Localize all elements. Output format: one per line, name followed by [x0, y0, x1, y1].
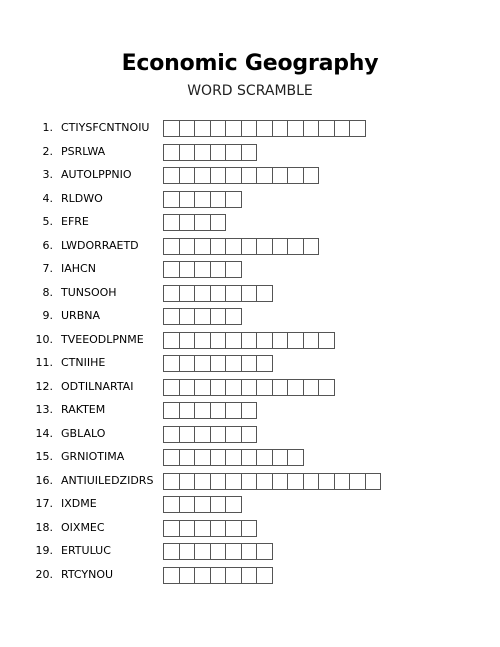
answer-letter-box[interactable]: [179, 520, 196, 537]
answer-letter-box[interactable]: [163, 355, 180, 372]
answer-letter-box[interactable]: [225, 332, 242, 349]
answer-letter-box[interactable]: [272, 332, 289, 349]
answer-boxes: [163, 473, 380, 489]
answer-letter-box[interactable]: [210, 520, 227, 537]
scramble-row: [0, 424, 500, 448]
answer-letter-box[interactable]: [163, 567, 180, 584]
answer-letter-box[interactable]: [287, 238, 304, 255]
answer-letter-box[interactable]: [179, 355, 196, 372]
answer-letter-box[interactable]: [241, 520, 258, 537]
answer-letter-box[interactable]: [163, 308, 180, 325]
answer-letter-box[interactable]: [318, 379, 335, 396]
item-number: 1.: [42, 121, 53, 134]
item-number: 2.: [42, 144, 53, 158]
answer-letter-box[interactable]: [256, 285, 273, 302]
answer-letter-box[interactable]: [225, 238, 242, 255]
scrambled-word: RTCYNOU: [61, 567, 114, 581]
answer-letter-box[interactable]: [194, 191, 211, 208]
answer-letter-box[interactable]: [241, 426, 258, 443]
answer-letter-box[interactable]: [225, 496, 242, 513]
answer-letter-box[interactable]: [287, 332, 304, 349]
answer-letter-box[interactable]: [163, 426, 180, 443]
answer-letter-box[interactable]: [194, 520, 211, 537]
answer-letter-box[interactable]: [179, 543, 196, 560]
item-number: 20.: [35, 567, 53, 581]
answer-letter-box[interactable]: [241, 355, 258, 372]
answer-letter-box[interactable]: [210, 402, 227, 419]
answer-letter-box[interactable]: [241, 567, 258, 584]
answer-letter-box[interactable]: [194, 308, 211, 325]
page-subtitle: WORD SCRAMBLE: [187, 83, 313, 99]
answer-letter-box[interactable]: [225, 567, 242, 584]
answer-letter-box[interactable]: [194, 449, 211, 466]
scrambled-word: TUNSOOH: [61, 285, 117, 299]
answer-letter-box[interactable]: [194, 355, 211, 372]
answer-letter-box[interactable]: [303, 238, 320, 255]
answer-letter-box[interactable]: [163, 473, 180, 490]
answer-letter-box[interactable]: [303, 379, 320, 396]
answer-boxes: [163, 496, 241, 512]
answer-letter-box[interactable]: [303, 473, 320, 490]
answer-boxes: [163, 332, 334, 348]
item-number: 17.: [35, 497, 53, 510]
answer-letter-box[interactable]: [318, 473, 335, 490]
answer-boxes: [163, 238, 318, 254]
item-number: 6.: [42, 238, 53, 252]
scramble-row: [0, 518, 500, 542]
answer-letter-box[interactable]: [179, 285, 196, 302]
answer-letter-box[interactable]: [349, 473, 366, 490]
answer-boxes: [163, 285, 272, 301]
scrambled-word: CTNIIHE: [61, 356, 106, 369]
scrambled-word: EFRE: [61, 215, 89, 228]
answer-letter-box[interactable]: [210, 191, 227, 208]
scramble-row: [0, 330, 500, 354]
answer-boxes: [163, 402, 256, 418]
answer-letter-box[interactable]: [210, 355, 227, 372]
answer-letter-box[interactable]: [225, 520, 242, 537]
answer-letter-box[interactable]: [163, 449, 180, 466]
answer-letter-box[interactable]: [163, 238, 180, 255]
answer-letter-box[interactable]: [179, 167, 196, 184]
item-number: 14.: [35, 426, 53, 440]
scrambled-word: LWDORRAETD: [61, 238, 139, 252]
answer-letter-box[interactable]: [256, 473, 273, 490]
answer-boxes: [163, 308, 241, 324]
answer-letter-box[interactable]: [179, 379, 196, 396]
answer-letter-box[interactable]: [194, 473, 211, 490]
answer-letter-box[interactable]: [303, 332, 320, 349]
answer-letter-box[interactable]: [163, 144, 180, 161]
answer-boxes: [163, 449, 303, 465]
answer-letter-box[interactable]: [210, 238, 227, 255]
answer-letter-box[interactable]: [163, 167, 180, 184]
answer-letter-box[interactable]: [334, 120, 351, 137]
answer-letter-box[interactable]: [194, 379, 211, 396]
answer-letter-box[interactable]: [194, 426, 211, 443]
answer-letter-box[interactable]: [179, 402, 196, 419]
answer-letter-box[interactable]: [225, 449, 242, 466]
item-number: 13.: [35, 403, 53, 416]
answer-letter-box[interactable]: [318, 120, 335, 137]
answer-letter-box[interactable]: [241, 285, 258, 302]
answer-letter-box[interactable]: [179, 191, 196, 208]
answer-letter-box[interactable]: [210, 449, 227, 466]
answer-letter-box[interactable]: [179, 308, 196, 325]
answer-letter-box[interactable]: [241, 543, 258, 560]
answer-letter-box[interactable]: [163, 379, 180, 396]
answer-letter-box[interactable]: [179, 120, 196, 137]
answer-letter-box[interactable]: [194, 543, 211, 560]
answer-letter-box[interactable]: [179, 567, 196, 584]
answer-letter-box[interactable]: [365, 473, 382, 490]
answer-letter-box[interactable]: [163, 261, 180, 278]
scramble-row: [0, 236, 500, 260]
answer-letter-box[interactable]: [179, 449, 196, 466]
answer-letter-box[interactable]: [256, 120, 273, 137]
answer-letter-box[interactable]: [256, 379, 273, 396]
answer-letter-box[interactable]: [163, 120, 180, 137]
item-number: 9.: [42, 309, 53, 322]
answer-letter-box[interactable]: [163, 496, 180, 513]
answer-letter-box[interactable]: [225, 426, 242, 443]
answer-letter-box[interactable]: [225, 120, 242, 137]
scramble-row: [0, 471, 500, 495]
answer-letter-box[interactable]: [194, 285, 211, 302]
answer-letter-box[interactable]: [256, 167, 273, 184]
answer-letter-box[interactable]: [225, 402, 242, 419]
answer-letter-box[interactable]: [287, 449, 304, 466]
answer-letter-box[interactable]: [272, 238, 289, 255]
item-number: 5.: [42, 215, 53, 228]
scrambled-word: TVEEODLPNME: [61, 332, 144, 346]
item-number: 4.: [42, 191, 53, 205]
answer-letter-box[interactable]: [194, 214, 211, 231]
answer-letter-box[interactable]: [241, 332, 258, 349]
scrambled-word: CTIYSFCNTNOIU: [61, 121, 150, 134]
item-number: 19.: [35, 544, 53, 557]
answer-letter-box[interactable]: [194, 402, 211, 419]
answer-letter-box[interactable]: [194, 167, 211, 184]
answer-letter-box[interactable]: [163, 214, 180, 231]
answer-letter-box[interactable]: [225, 191, 242, 208]
answer-letter-box[interactable]: [241, 120, 258, 137]
answer-letter-box[interactable]: [225, 261, 242, 278]
answer-letter-box[interactable]: [225, 308, 242, 325]
answer-letter-box[interactable]: [349, 120, 366, 137]
answer-letter-box[interactable]: [194, 332, 211, 349]
answer-letter-box[interactable]: [210, 543, 227, 560]
answer-letter-box[interactable]: [194, 238, 211, 255]
answer-letter-box[interactable]: [241, 144, 258, 161]
answer-boxes: [163, 261, 241, 277]
answer-letter-box[interactable]: [179, 496, 196, 513]
answer-boxes: [163, 167, 318, 183]
scrambled-word: ODTILNARTAI: [61, 379, 134, 393]
scramble-row: [0, 212, 500, 236]
scramble-row: [0, 494, 500, 518]
scramble-row: [0, 400, 500, 424]
answer-letter-box[interactable]: [256, 449, 273, 466]
answer-letter-box[interactable]: [194, 496, 211, 513]
answer-letter-box[interactable]: [225, 379, 242, 396]
answer-letter-box[interactable]: [287, 473, 304, 490]
answer-letter-box[interactable]: [256, 543, 273, 560]
answer-letter-box[interactable]: [163, 191, 180, 208]
answer-boxes: [163, 144, 256, 160]
answer-letter-box[interactable]: [210, 473, 227, 490]
answer-letter-box[interactable]: [225, 167, 242, 184]
answer-letter-box[interactable]: [272, 167, 289, 184]
answer-letter-box[interactable]: [179, 261, 196, 278]
answer-letter-box[interactable]: [210, 567, 227, 584]
answer-letter-box[interactable]: [287, 379, 304, 396]
scramble-row: [0, 447, 500, 471]
answer-letter-box[interactable]: [225, 285, 242, 302]
answer-letter-box[interactable]: [210, 332, 227, 349]
answer-letter-box[interactable]: [179, 426, 196, 443]
answer-letter-box[interactable]: [225, 355, 242, 372]
answer-letter-box[interactable]: [210, 426, 227, 443]
answer-letter-box[interactable]: [210, 285, 227, 302]
answer-letter-box[interactable]: [179, 144, 196, 161]
answer-boxes: [163, 520, 256, 536]
scramble-row: [0, 189, 500, 213]
answer-letter-box[interactable]: [163, 285, 180, 302]
answer-letter-box[interactable]: [194, 144, 211, 161]
scrambled-word: IXDME: [61, 497, 97, 510]
item-number: 15.: [35, 450, 53, 463]
answer-boxes: [163, 426, 256, 442]
scrambled-word: URBNA: [61, 309, 100, 322]
scramble-row: [0, 377, 500, 401]
answer-letter-box[interactable]: [287, 120, 304, 137]
scramble-row: [0, 165, 500, 189]
scramble-row: [0, 565, 500, 589]
answer-letter-box[interactable]: [210, 120, 227, 137]
page-title: Economic Geography: [121, 51, 379, 76]
scrambled-word: AUTOLPPNIO: [61, 168, 132, 181]
answer-letter-box[interactable]: [194, 567, 211, 584]
scrambled-word: ERTULUC: [61, 544, 111, 557]
answer-letter-box[interactable]: [256, 238, 273, 255]
scramble-list: [0, 118, 500, 588]
item-number: 16.: [35, 473, 53, 487]
answer-letter-box[interactable]: [241, 473, 258, 490]
answer-letter-box[interactable]: [303, 120, 320, 137]
answer-letter-box[interactable]: [256, 332, 273, 349]
item-number: 18.: [35, 520, 53, 534]
answer-letter-box[interactable]: [163, 543, 180, 560]
answer-letter-box[interactable]: [210, 496, 227, 513]
answer-letter-box[interactable]: [241, 449, 258, 466]
answer-letter-box[interactable]: [163, 520, 180, 537]
scramble-row: [0, 353, 500, 377]
answer-boxes: [163, 543, 272, 559]
scrambled-word: GRNIOTIMA: [61, 450, 125, 463]
answer-letter-box[interactable]: [194, 120, 211, 137]
answer-letter-box[interactable]: [303, 167, 320, 184]
answer-letter-box[interactable]: [179, 332, 196, 349]
item-number: 3.: [42, 168, 53, 181]
item-number: 10.: [35, 332, 53, 346]
answer-letter-box[interactable]: [225, 473, 242, 490]
scramble-row: [0, 259, 500, 283]
answer-boxes: [163, 355, 272, 371]
answer-letter-box[interactable]: [210, 261, 227, 278]
scramble-row: [0, 283, 500, 307]
item-number: 7.: [42, 262, 53, 275]
answer-boxes: [163, 379, 334, 395]
answer-letter-box[interactable]: [272, 449, 289, 466]
scramble-row: [0, 142, 500, 166]
answer-letter-box[interactable]: [256, 355, 273, 372]
answer-letter-box[interactable]: [210, 214, 227, 231]
answer-letter-box[interactable]: [179, 473, 196, 490]
scrambled-word: RAKTEM: [61, 403, 106, 416]
scramble-row: [0, 118, 500, 142]
answer-letter-box[interactable]: [241, 238, 258, 255]
answer-boxes: [163, 214, 225, 230]
answer-boxes: [163, 567, 272, 583]
answer-letter-box[interactable]: [225, 543, 242, 560]
scrambled-word: OIXMEC: [61, 520, 105, 534]
answer-letter-box[interactable]: [163, 332, 180, 349]
scrambled-word: RLDWO: [61, 191, 103, 205]
answer-letter-box[interactable]: [179, 238, 196, 255]
answer-letter-box[interactable]: [241, 402, 258, 419]
answer-boxes: [163, 120, 365, 136]
answer-letter-box[interactable]: [194, 261, 211, 278]
scrambled-word: ANTIUILEDZIDRS: [61, 473, 154, 487]
answer-letter-box[interactable]: [241, 379, 258, 396]
answer-letter-box[interactable]: [272, 473, 289, 490]
answer-letter-box[interactable]: [210, 144, 227, 161]
scramble-row: [0, 306, 500, 330]
scrambled-word: GBLALO: [61, 426, 106, 440]
answer-boxes: [163, 191, 241, 207]
answer-letter-box[interactable]: [287, 167, 304, 184]
answer-letter-box[interactable]: [179, 214, 196, 231]
answer-letter-box[interactable]: [272, 120, 289, 137]
answer-letter-box[interactable]: [256, 567, 273, 584]
answer-letter-box[interactable]: [334, 473, 351, 490]
answer-letter-box[interactable]: [163, 402, 180, 419]
scrambled-word: IAHCN: [61, 262, 96, 275]
answer-letter-box[interactable]: [241, 167, 258, 184]
answer-letter-box[interactable]: [318, 332, 335, 349]
answer-letter-box[interactable]: [272, 379, 289, 396]
answer-letter-box[interactable]: [210, 308, 227, 325]
item-number: 11.: [35, 356, 53, 369]
item-number: 12.: [35, 379, 53, 393]
answer-letter-box[interactable]: [210, 167, 227, 184]
scramble-row: [0, 541, 500, 565]
answer-letter-box[interactable]: [225, 144, 242, 161]
item-number: 8.: [42, 285, 53, 299]
answer-letter-box[interactable]: [210, 379, 227, 396]
scrambled-word: PSRLWA: [61, 144, 106, 158]
